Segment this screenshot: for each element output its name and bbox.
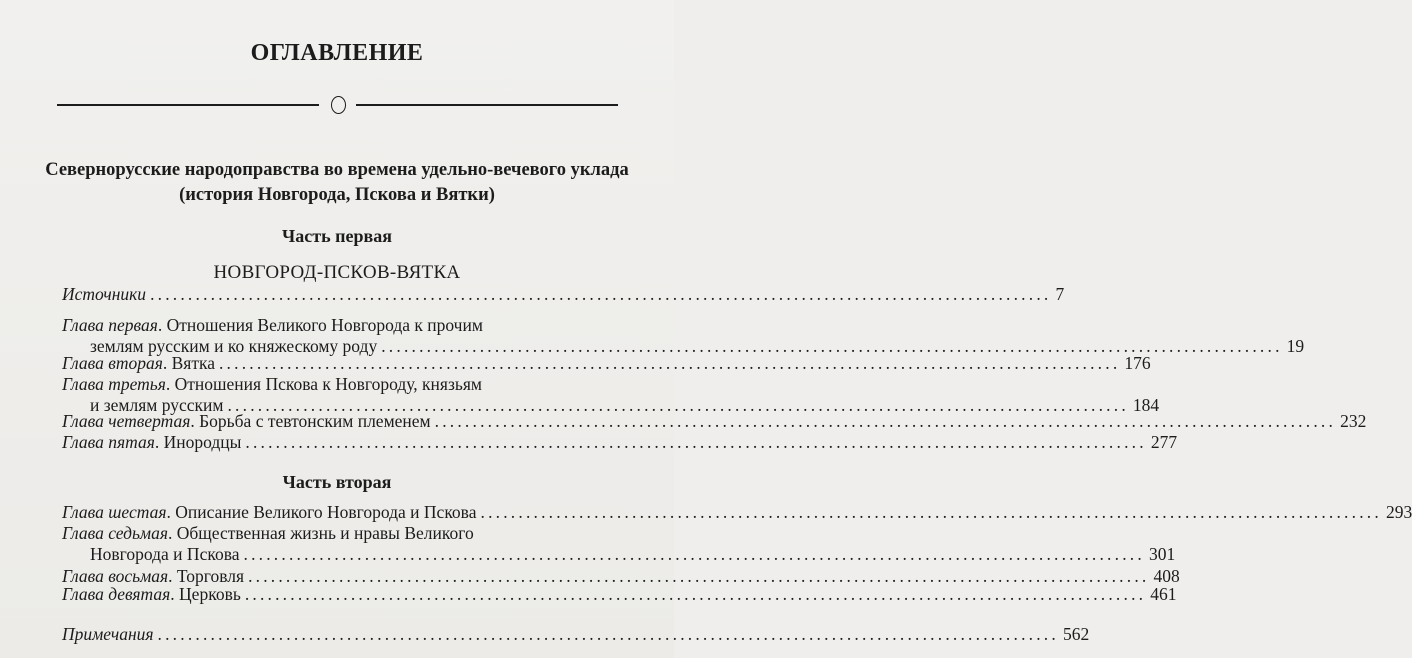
chapter-title-line-1: Отношения Пскова к Новгороду, князьям <box>174 374 482 394</box>
leader-dots: ....................................................................................................................... <box>218 353 1121 373</box>
entry-page-number: 184 <box>1132 395 1160 415</box>
entry-page-number: 7 <box>1055 284 1065 304</box>
toc-entry-chapter-7[interactable]: Глава седьмая. Общественная жизнь и нравы Великого Новгорода и Пскова ....................................................................................................................... 301 <box>62 523 1176 564</box>
entry-page-number: 19 <box>1286 336 1305 356</box>
chapter-number: Глава первая <box>62 315 158 335</box>
chapter-title: Борьба с тевтонским племенем <box>199 411 431 431</box>
toc-entry-chapter-8[interactable]: Глава восьмая. Торговля ....................................................................................................................... 408 <box>62 566 1180 586</box>
entry-page-number: 277 <box>1150 432 1178 452</box>
entry-page-number: 293 <box>1385 502 1412 522</box>
chapter-number: Глава девятая <box>62 584 171 604</box>
part-one-heading: Часть первая <box>282 226 392 246</box>
chapter-number: Глава третья <box>62 374 166 394</box>
page-title: ОГЛАВЛЕНИЕ <box>250 40 424 66</box>
chapter-number: Глава вторая <box>62 353 163 373</box>
toc-entry-chapter-5[interactable]: Глава пятая. Инородцы ....................................................................................................................... 277 <box>62 432 1178 452</box>
toc-entry-chapter-3[interactable]: Глава третья. Отношения Пскова к Новгороду, князьям и землям русским ....................................................................................................................... 184 <box>62 374 1160 415</box>
toc-entry-chapter-2[interactable]: Глава вторая. Вятка ....................................................................................................................... 176 <box>62 353 1151 373</box>
chapter-title-line-1: Общественная жизнь и нравы Великого <box>176 523 474 543</box>
toc-entry-notes[interactable] <box>62 624 1090 645</box>
chapter-title: Церковь <box>179 584 241 604</box>
chapter-title-line-2: Новгорода и Пскова <box>90 544 240 564</box>
entry-page-number: 562 <box>1062 624 1090 644</box>
leader-dots: ....................................................................................................................... <box>381 336 1283 356</box>
entry-page-number: 301 <box>1148 544 1176 564</box>
leader-dots: ....................................................................................................................... <box>243 544 1145 564</box>
entry-page-number: 176 <box>1124 353 1151 373</box>
chapter-number: Глава пятая <box>62 432 155 452</box>
toc-entry-chapter-4[interactable]: Глава четвертая. Борьба с тевтонским племенем ....................................................................................................................... 232 <box>62 411 1367 431</box>
chapter-title: Торговля <box>176 566 245 586</box>
leader-dots: ....................................................................................................................... <box>157 624 1059 644</box>
chapter-title-line-2: и землям русским <box>90 395 224 415</box>
toc-entry-sources[interactable] <box>62 284 1065 305</box>
leader-dots: ....................................................................................................................... <box>150 284 1052 304</box>
chapter-title-line-2: землям русским и ко княжескому роду <box>90 336 378 356</box>
leader-dots: ....................................................................................................................... <box>227 395 1129 415</box>
ornament-line-left <box>57 104 319 106</box>
ornament-circle <box>331 96 346 114</box>
chapter-title: Инородцы <box>163 432 242 452</box>
chapter-title-line-1: Отношения Великого Новгорода к прочим <box>166 315 483 335</box>
leader-dots: ....................................................................................................................... <box>480 502 1382 522</box>
chapter-number: Глава восьмая <box>62 566 169 586</box>
entry-label: Примечания <box>62 624 154 644</box>
toc-entry-chapter-6[interactable]: Глава шестая. Описание Великого Новгорода и Пскова ....................................................................................................................... 293 <box>62 502 1412 522</box>
toc-entry-chapter-9[interactable]: Глава девятая. Церковь ....................................................................................................................... 461 <box>62 584 1177 604</box>
book-subtitle-line-2: (история Новгорода, Пскова и Вятки) <box>179 185 495 205</box>
toc-entry-chapter-1[interactable]: Глава первая. Отношения Великого Новгорода к прочим землям русским и ко княжескому роду ....................................................................................................................... 19 <box>62 315 1305 356</box>
book-subtitle-line-1: Севернорусские народоправства во времена удельно-вечевого уклада <box>45 160 629 180</box>
leader-dots: ....................................................................................................................... <box>248 566 1150 586</box>
part-one-section-title: НОВГОРОД-ПСКОВ-ВЯТКА <box>213 262 461 283</box>
leader-dots: ....................................................................................................................... <box>244 584 1147 604</box>
entry-page-number: 461 <box>1150 584 1177 604</box>
chapter-title: Описание Великого Новгорода и Пскова <box>175 502 477 522</box>
entry-page-number: 232 <box>1340 411 1367 431</box>
entry-label: Источники <box>62 284 147 304</box>
entry-page-number: 408 <box>1153 566 1180 586</box>
title-ornament <box>57 94 618 116</box>
chapter-title: Вятка <box>171 353 215 373</box>
leader-dots: ....................................................................................................................... <box>245 432 1147 452</box>
chapter-number: Глава шестая <box>62 502 167 522</box>
ornament-line-right <box>356 104 618 106</box>
part-two-heading: Часть вторая <box>282 472 392 492</box>
chapter-number: Глава седьмая <box>62 523 168 543</box>
chapter-number: Глава четвертая <box>62 411 191 431</box>
leader-dots: ....................................................................................................................... <box>434 411 1337 431</box>
